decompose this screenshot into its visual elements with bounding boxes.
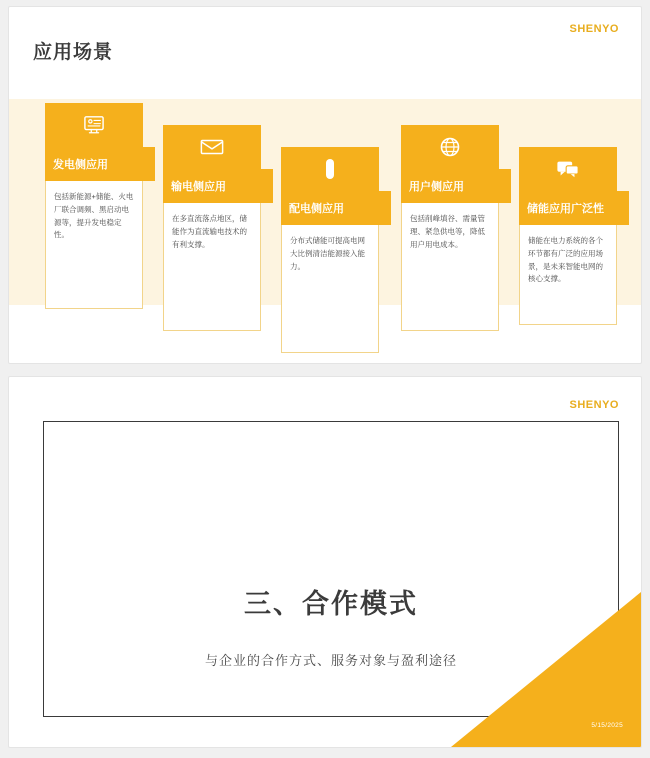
card-title: 配电侧应用 — [281, 191, 391, 225]
card-title: 发电侧应用 — [45, 147, 155, 181]
card-body: 在多直流落点地区，储能作为直流输电技术的有利支撑。 — [172, 214, 247, 249]
slide-section-divider — [8, 376, 642, 748]
brand-logo: SHENYO — [569, 23, 619, 35]
slide-application-scenarios — [8, 6, 642, 364]
card-icon-area — [519, 147, 617, 191]
slide-date: 5/15/2025 — [591, 722, 623, 729]
monitor-icon — [83, 115, 105, 135]
scenario-card[interactable] — [281, 147, 379, 353]
card-title: 输电侧应用 — [163, 169, 273, 203]
scenario-card[interactable] — [519, 147, 617, 325]
chat-icon — [556, 159, 580, 179]
card-body: 包括削峰填谷、需量管理、紧急供电等，降低用户用电成本。 — [410, 214, 485, 249]
page-title: 应用场景 — [33, 42, 114, 63]
card-icon-area — [281, 147, 379, 191]
envelope-icon — [200, 138, 224, 156]
scenario-card-list — [45, 95, 625, 335]
capsule-icon — [323, 157, 337, 181]
brand-logo: SHENYO — [569, 399, 619, 411]
scenario-card[interactable] — [45, 103, 143, 309]
card-body: 储能在电力系统的各个环节都有广泛的应用场景，是未来智能电网的核心支撑。 — [528, 236, 603, 284]
scenario-card[interactable] — [163, 125, 261, 331]
card-icon-area — [163, 125, 261, 169]
section-subheading: 与企业的合作方式、服务对象与盈利途径 — [204, 653, 457, 668]
globe-icon — [439, 136, 461, 158]
card-icon-area — [401, 125, 499, 169]
card-body: 分布式储能可提高电网大比例清洁能源接入能力。 — [290, 236, 365, 271]
card-title: 储能应用广泛性 — [519, 191, 629, 225]
card-body: 包括新能源+储能、火电厂联合调频、黑启动电源等，提升发电稳定性。 — [54, 192, 134, 240]
card-title: 用户侧应用 — [401, 169, 511, 203]
card-icon-area — [45, 103, 143, 147]
scenario-card[interactable] — [401, 125, 499, 331]
section-heading: 三、合作模式 — [244, 589, 418, 619]
